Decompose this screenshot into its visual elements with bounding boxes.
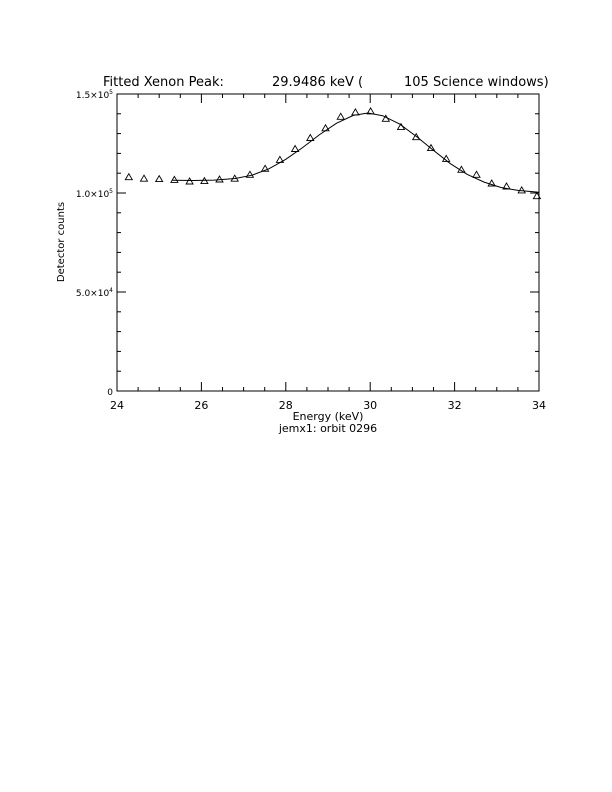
y-axis-ticks	[76, 89, 539, 398]
data-point-triangle	[352, 109, 359, 115]
x-tick-label: 24	[110, 399, 124, 412]
data-point-triangle	[518, 187, 525, 193]
x-tick-label: 30	[363, 399, 378, 412]
plot-frame	[117, 94, 539, 391]
data-point-triangle	[125, 174, 132, 180]
x-tick-label: 26	[194, 399, 209, 412]
chart-title-left: Fitted Xenon Peak:	[103, 75, 224, 90]
data-point-triangle	[171, 176, 178, 182]
x-axis-label: Energy (keV)	[292, 410, 364, 423]
data-point-triangle	[141, 175, 148, 181]
y-tick-label: $1.5\times 10^5$	[75, 89, 113, 101]
chart-subtitle: jemx1: orbit 0296	[278, 422, 378, 435]
x-tick-label: 28	[278, 399, 293, 412]
data-points	[125, 108, 540, 199]
data-point-triangle	[428, 145, 435, 151]
y-tick-label: $5.0\times 10^4$	[75, 287, 113, 299]
y-axis-label: Detector counts	[56, 201, 67, 283]
x-tick-label: 32	[447, 399, 462, 412]
data-point-triangle	[186, 178, 193, 184]
data-point-triangle	[216, 176, 223, 182]
chart-title-right: 105 Science windows)	[404, 75, 549, 90]
data-point-triangle	[322, 125, 329, 131]
chart-title-middle: 29.9486 keV (	[272, 75, 364, 90]
data-point-triangle	[473, 171, 480, 177]
y-tick-label: 0	[107, 388, 113, 398]
data-point-triangle	[156, 176, 163, 182]
fit-curve	[172, 113, 539, 192]
data-point-triangle	[337, 113, 344, 119]
x-axis-ticks	[110, 94, 546, 412]
y-tick-label: $1.0\times 10^5$	[75, 188, 113, 200]
x-tick-label: 34	[532, 399, 546, 412]
